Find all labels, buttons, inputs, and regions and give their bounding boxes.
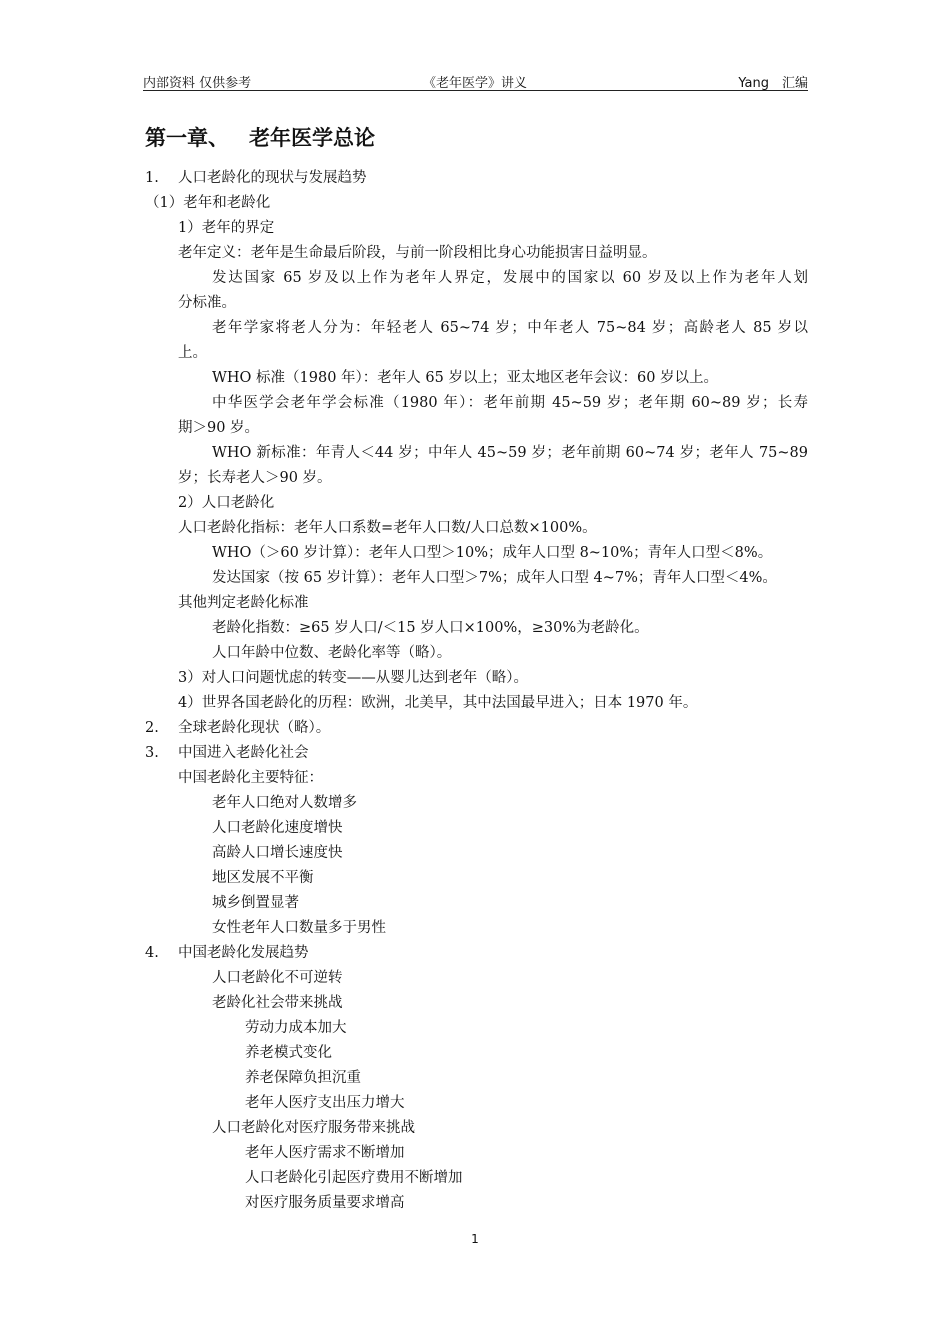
paragraph-line: WHO 标准（1980 年）：老年人 65 岁以上；亚太地区老年会议：60 岁以上。: [212, 370, 719, 386]
section-heading: [145, 941, 808, 966]
paragraph-line: 期＞90 岁。: [178, 420, 260, 436]
subsection-heading: （1）老年和老龄化: [145, 195, 271, 211]
chapter-heading: [145, 122, 375, 152]
list-item: 老龄化社会带来挑战: [212, 995, 343, 1011]
list-item: 劳动力成本加大: [245, 1020, 347, 1036]
list-item: 老年人口绝对人数增多: [212, 795, 357, 811]
paragraph-line: 其他判定老龄化标准: [178, 595, 309, 611]
paragraph-line: 分标准。: [178, 295, 236, 311]
chapter-number: 第一章、: [145, 126, 229, 150]
page-number: 1: [471, 1232, 479, 1246]
paragraph-line: WHO（＞60 岁计算）：老年人口型＞10%；成年人口型 8~10%；青年人口型＜8%。: [212, 545, 773, 561]
section-title: 中国进入老龄化社会: [178, 745, 309, 761]
paragraph-line: 老龄化指数：≥65 岁人口/＜15 岁人口×100%，≥30%为老龄化。: [212, 620, 649, 636]
list-item: 地区发展不平衡: [212, 870, 314, 886]
paragraph-line: 中华医学会老年学会标准（1980 年）：老年前期 45~59 岁；老年期 60~89 岁；长寿: [212, 395, 808, 411]
section-heading: [145, 166, 808, 191]
paragraph-line: 老年学家将老人分为：年轻老人 65~74 岁；中年老人 75~84 岁；高龄老人 85 岁以: [212, 320, 808, 336]
sub-subsection-heading: 2）人口老龄化: [178, 495, 275, 511]
list-item: 女性老年人口数量多于男性: [212, 920, 386, 936]
paragraph-line: 人口年龄中位数、老龄化率等（略）。: [212, 645, 452, 661]
paragraph-line: 发达国家 65 岁及以上作为老年人界定，发展中的国家以 60 岁及以上作为老年人划: [212, 270, 808, 286]
section-heading: [145, 741, 808, 766]
list-item: 高龄人口增长速度快: [212, 845, 343, 861]
paragraph-line: 中国老龄化主要特征：: [178, 770, 323, 786]
list-item: 人口老龄化对医疗服务带来挑战: [212, 1120, 415, 1136]
section-number: 3.: [145, 745, 159, 761]
header-document-title: 《老年医学》讲义: [423, 76, 528, 91]
page-header: [143, 70, 808, 91]
list-item: 人口老龄化不可逆转: [212, 970, 343, 986]
sub-subsection-heading: 3）对人口问题忧虑的转变——从婴儿达到老年（略）。: [178, 670, 528, 686]
list-item: 对医疗服务质量要求增高: [245, 1195, 405, 1211]
section-heading: [145, 716, 808, 741]
section-title: 全球老龄化现状（略）。: [178, 720, 331, 736]
header-author: Yang 汇编: [738, 76, 808, 91]
list-item: 老年人医疗需求不断增加: [245, 1145, 405, 1161]
list-item: 人口老龄化引起医疗费用不断增加: [245, 1170, 463, 1186]
document-body: [145, 166, 808, 1216]
paragraph-line: 人口老龄化指标：老年人口系数=老年人口数/人口总数×100%。: [178, 520, 597, 536]
header-left-note: 内部资料 仅供参考: [143, 76, 252, 91]
paragraph-line: 老年定义：老年是生命最后阶段，与前一阶段相比身心功能损害日益明显。: [178, 245, 657, 261]
chapter-title: 老年医学总论: [249, 126, 375, 150]
section-title: 人口老龄化的现状与发展趋势: [178, 170, 367, 186]
paragraph-line: 上。: [178, 345, 207, 361]
list-item: 养老保障负担沉重: [245, 1070, 361, 1086]
section-number: 1.: [145, 170, 159, 186]
list-item: 人口老龄化速度增快: [212, 820, 343, 836]
paragraph-line: 岁；长寿老人＞90 岁。: [178, 470, 332, 486]
list-item: 养老模式变化: [245, 1045, 332, 1061]
section-title: 中国老龄化发展趋势: [178, 945, 309, 961]
section-number: 4.: [145, 945, 159, 961]
list-item: 老年人医疗支出压力增大: [245, 1095, 405, 1111]
sub-subsection-heading: 4）世界各国老龄化的历程：欧洲，北美早，其中法国最早进入；日本 1970 年。: [178, 695, 698, 711]
sub-subsection-heading: 1）老年的界定: [178, 220, 275, 236]
paragraph-line: 发达国家（按 65 岁计算）：老年人口型＞7%；成年人口型 4~7%；青年人口型＜4%。: [212, 570, 777, 586]
section-number: 2.: [145, 720, 159, 736]
list-item: 城乡倒置显著: [212, 895, 299, 911]
paragraph-line: WHO 新标准：年青人＜44 岁；中年人 45~59 岁；老年前期 60~74 岁；老年人 75~89: [212, 445, 808, 461]
